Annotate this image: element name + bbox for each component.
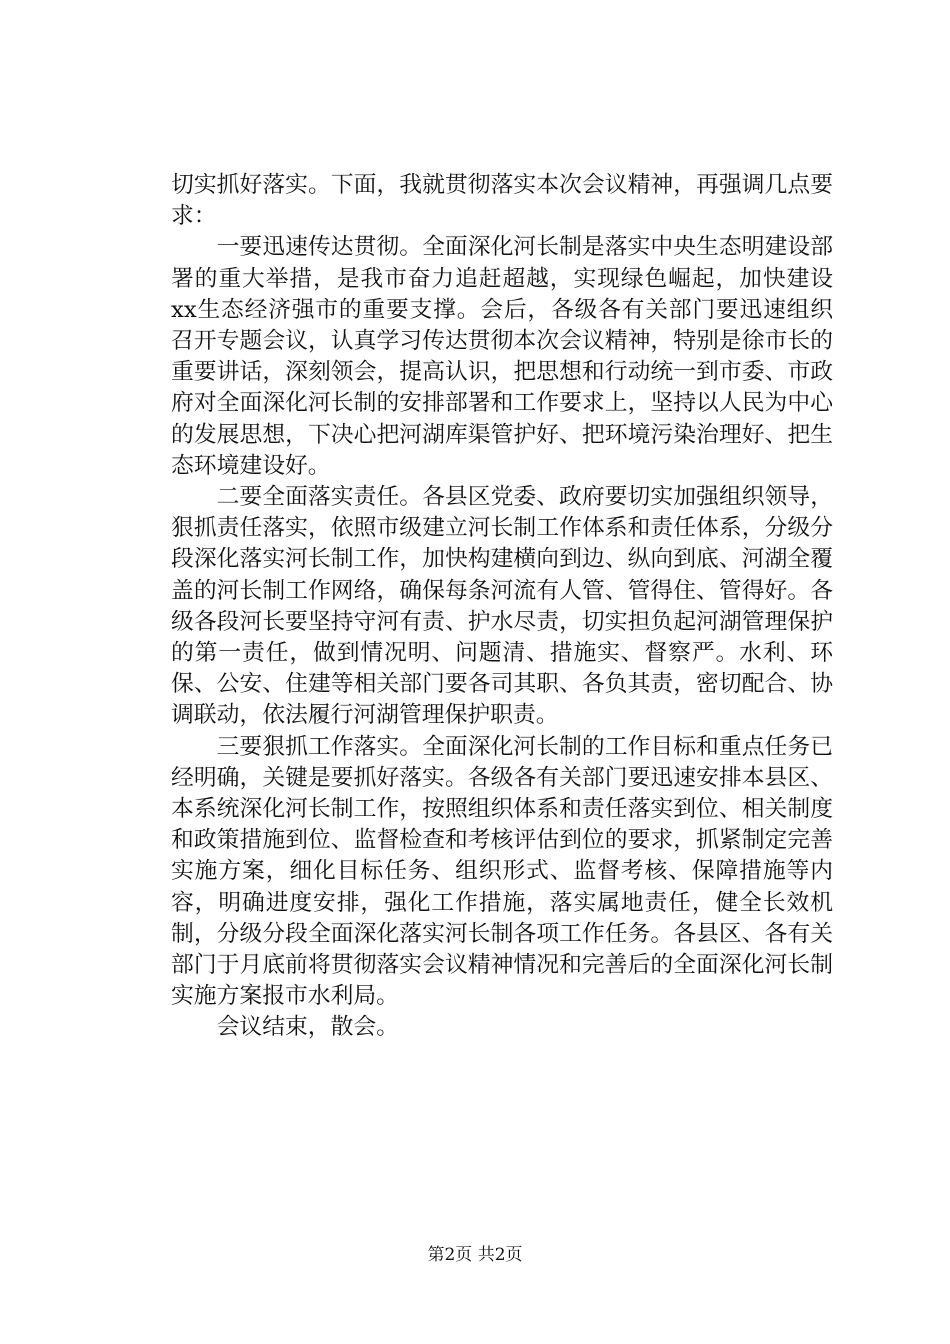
paragraph-point-one: 一要迅速传达贯彻。全面深化河长制是落实中央生态明建设部署的重大举措，是我市奋力追赶超越，实现绿色崛起，加快建设xx生态经济强市的重要支撑。会后，各级各有关部门要迅速组织召开专题会议，认真学习传达贯彻本次会议精神，特别是徐市长的重要讲话，深刻领会，提高认识，把思想和行动统一到市委、市政府对全面深化河长制的安排部署和工作要求上，坚持以人民为中心的发展思想，下决心把河湖库渠管护好、把环境污染治理好、把生态环境建设好。: [171, 234, 833, 479]
paragraph-point-three: 三要狠抓工作落实。全面深化河长制的工作目标和重点任务已经明确，关键是要抓好落实。各级各有关部门要迅速安排本县区、本系统深化河长制工作，按照组织体系和责任落实到位、相关制度和政策措施到位、监督检查和考核评估到位的要求，抓紧制定完善实施方案，细化目标任务、组织形式、监督考核、保障措施等内容，明确进度安排，强化工作措施，落实属地责任，健全长效机制，分级分段全面深化落实河长制各项工作任务。各县区、各有关部门于月底前将贯彻落实会议精神情况和完善后的全面深化河长制实施方案报市水利局。: [171, 733, 833, 1010]
document-body: [171, 170, 833, 1044]
page-footer: [0, 1244, 950, 1266]
paragraph-continuation: 切实抓好落实。下面，我就贯彻落实本次会议精神，再强调几点要求：: [171, 172, 833, 230]
paragraph-closing: 会议结束，散会。: [216, 1014, 399, 1041]
paragraph-point-two: 二要全面落实责任。各县区党委、政府要切实加强组织领导，狠抓责任落实，依照市级建立河长制工作体系和责任体系，分级分段深化落实河长制工作，加快构建横向到边、纵向到底、河湖全覆盖的河长制工作网络，确保每条河流有人管、管得住、管得好。各级各段河长要坚持守河有责、护水尽责，切实担负起河湖管理保护的第一责任，做到情况明、问题清、措施实、督察严。水利、环保、公安、住建等相关部门要各司其职、各负其责，密切配合、协调联动，依法履行河湖管理保护职责。: [171, 484, 833, 729]
page-number: 第2页 共2页: [427, 1245, 523, 1265]
